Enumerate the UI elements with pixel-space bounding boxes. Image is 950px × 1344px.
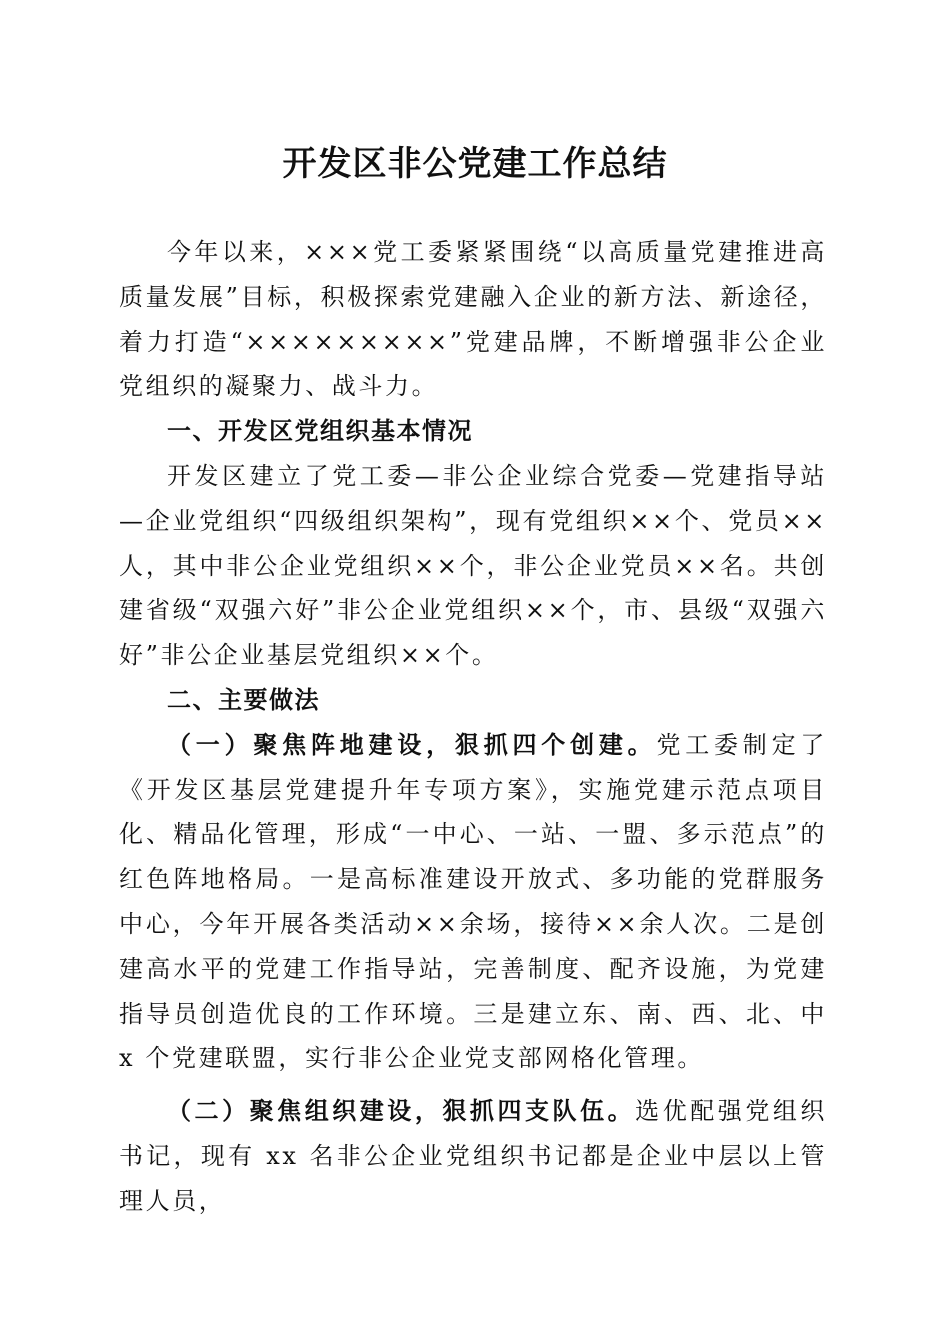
intro-paragraph: 今年以来，×××党工委紧紧围绕“以高质量党建推进高质量发展”目标，积极探索党建融入企业的新方法、新途径，着力打造“×××××××××”党建品牌，不断增强非公企业党组织的凝聚力、战斗力。 [119, 238, 827, 401]
section-heading-main-practices: 二、主要做法 [167, 685, 320, 714]
practice-item-2-lead: （二）聚焦组织建设，狠抓四支队伍。 [167, 1096, 636, 1126]
document-title: 开发区非公党建工作总结 [282, 144, 668, 184]
practice-item-1-paragraph [119, 723, 827, 1081]
section-heading-basic-info: 一、开发区党组织基本情况 [167, 417, 473, 446]
document-body [119, 230, 827, 1224]
practice-item-2-paragraph [119, 1089, 827, 1223]
section-basic-info-paragraph: 开发区建立了党工委—非公企业综合党委—党建指导站—企业党组织“四级组织架构”，现有党组织××个、党员××人，其中非公企业党组织××个，非公企业党员××名。共创建省级“双强六好”非公企业党组织××个，市、县级“双强六好”非公企业基层党组织××个。 [119, 461, 827, 670]
practice-item-2-text: 选优配强党组织书记，现有 xx 名非公企业党组织书记都是企业中层以上管理人员， [119, 1097, 828, 1215]
practice-item-1-text: 党工委制定了《开发区基层党建提升年专项方案》，实施党建示范点项目化、精品化管理，形成“一中心、一站、一盟、多示范点”的红色阵地格局。一是高标准建设开放式、多功能的党群服务中心，今年开展各类活动××余场，接待××余人次。二是创建高水平的党建工作指导站，完善制度、配齐设施，为党建指导员创造优良的工作环境。三是建立东、南、西、北、中 x 个党建联盟，实行非公企业党支部网格化管理。 [119, 730, 827, 1073]
practice-item-1-lead: （一）聚焦阵地建设，狠抓四个创建。 [167, 729, 657, 759]
